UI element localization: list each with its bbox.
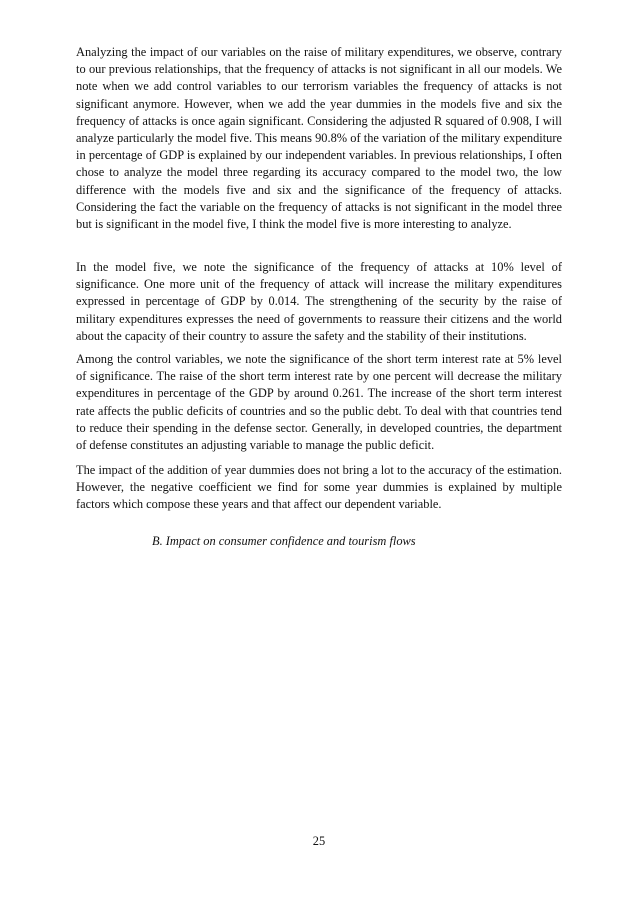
paragraph-control-variables: Among the control variables, we note the significance of the short term interest rate at 5% level of significance. The raise of the short term interest rate by one percent will decrease the military expenditures in percentage of the GDP by around 0.261. The increase of the short term interest rate affects the public deficits of countries and so the public debt. To deal with that countries tend to reduce their spending in the defense sector. Generally, in developed countries, the department of defense constitutes an adjusting variable to manage the public deficit. — [76, 352, 562, 453]
paragraph-year-dummies: The impact of the addition of year dummies does not bring a lot to the accuracy of the estimation. However, the negative coefficient we find for some year dummies is explained by multiple factors which compose these years and that affect our dependent variable. — [76, 463, 562, 512]
section-heading: B. Impact on consumer confidence and tourism flows — [152, 534, 416, 548]
paragraph-model-analysis: Analyzing the impact of our variables on the raise of military expenditures, we observe, contrary to our previous relationships, that the frequency of attacks is not significant in all our models. We note when we add control variables to our terrorism variables the frequency of attacks is not significant anymore. However, when we add the year dummies in the models five and six the frequency of attacks is once again significant. Considering the adjusted R squared of 0.908, I will analyze particularly the model five. This means 90.8% of the variation of the military expenditure in percentage of GDP is explained by our independent variables. In previous relationships, I often chose to analyze the model three regarding its accuracy compared to the model two, the low difference with the models five and six and the significance of the frequency of attacks. Considering the fact the variable on the frequency of attacks is not significant in the model three but is significant in the model five, I think the model five is more interesting to analyze. — [76, 45, 562, 232]
page-number: 25 — [312, 834, 326, 848]
paragraph-frequency-of-attacks: In the model five, we note the significance of the frequency of attacks at 10% level of significance. One more unit of the frequency of attack will increase the military expenditures expressed in percentage of GDP by 0.014. The strengthening of the security by the raise of military expenditures expresses the need of governments to reassure their citizens and the world about the capacity of their country to assure the safety and the stability of their institutions. — [76, 260, 562, 343]
